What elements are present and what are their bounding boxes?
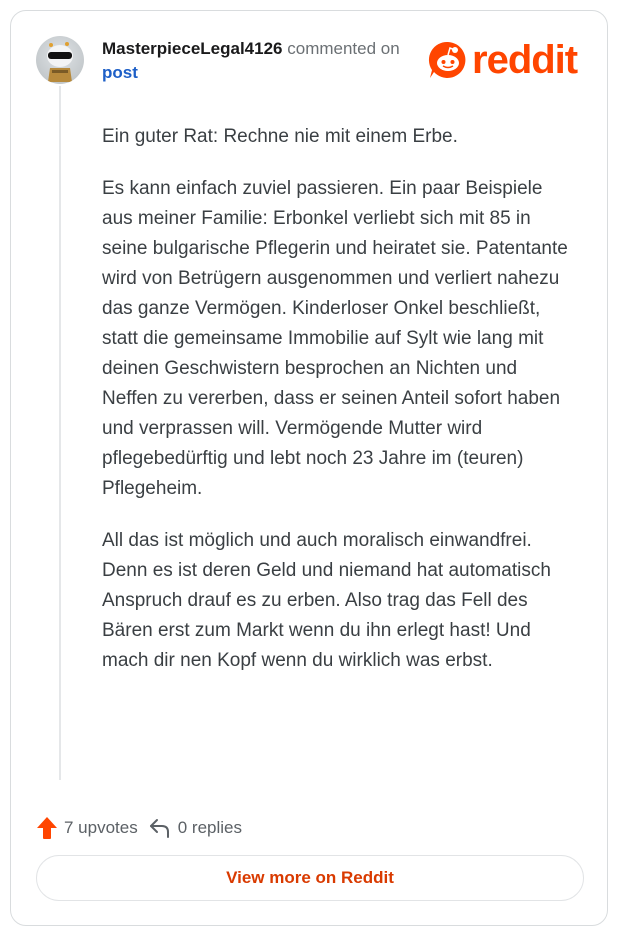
upvote-button[interactable] bbox=[36, 816, 138, 840]
reddit-logo[interactable] bbox=[428, 38, 588, 82]
upvote-arrow-icon bbox=[36, 816, 58, 840]
comment-paragraph: Ein guter Rat: Rechne nie mit einem Erbe. bbox=[102, 126, 458, 147]
comment-header bbox=[102, 37, 422, 85]
comment-paragraph: Es kann einfach zuviel passieren. Ein paar Beispiele aus meiner Familie: Erbonkel verliebt sich mit 85 in seine bulgarische Pflegerin und heiratet sie. Patentante wird von Betrügern ausgenommen und verliert nahezu das ganze Vermögen. Kinderloser Onkel beschließt, statt die gemeinsame Immobilie auf Sylt wie lang mit deinen Geschwistern besprochen an Nichten und Neffen zu vererben, dass er seinen Anteil sofort haben und verprassen will. Vermögende Mutter wird pflegebedürftig und lebt noch 23 Jahre im (teuren) Pflegeheim. bbox=[102, 178, 568, 499]
action-text: commented on bbox=[287, 39, 400, 58]
reply-arrow-icon bbox=[148, 817, 172, 839]
snoo-logo-icon bbox=[428, 40, 468, 80]
reddit-wordmark: reddit bbox=[472, 38, 578, 82]
post-link[interactable]: post bbox=[102, 63, 138, 82]
comment-paragraph: All das ist möglich und auch moralisch einwandfrei. Denn es ist deren Geld und niemand hat automatisch Anspruch drauf es zu erben. Also trag das Fell des Bären erst zum Markt wenn du ihn erlegt hast! Und mach dir nen Kopf wenn du wirklich was erbst. bbox=[102, 530, 551, 671]
username-link[interactable]: MasterpieceLegal4126 bbox=[102, 39, 283, 58]
thread-line bbox=[59, 86, 61, 780]
upvote-count: 7 upvotes bbox=[64, 818, 138, 837]
comment-body bbox=[102, 122, 572, 698]
replies-button[interactable] bbox=[148, 817, 242, 839]
view-more-on-reddit-button[interactable]: View more on Reddit bbox=[36, 855, 584, 901]
reply-count: 0 replies bbox=[177, 818, 242, 837]
user-avatar[interactable] bbox=[36, 36, 84, 84]
comment-footer bbox=[36, 816, 252, 840]
avatar-snoo-icon bbox=[36, 36, 84, 84]
